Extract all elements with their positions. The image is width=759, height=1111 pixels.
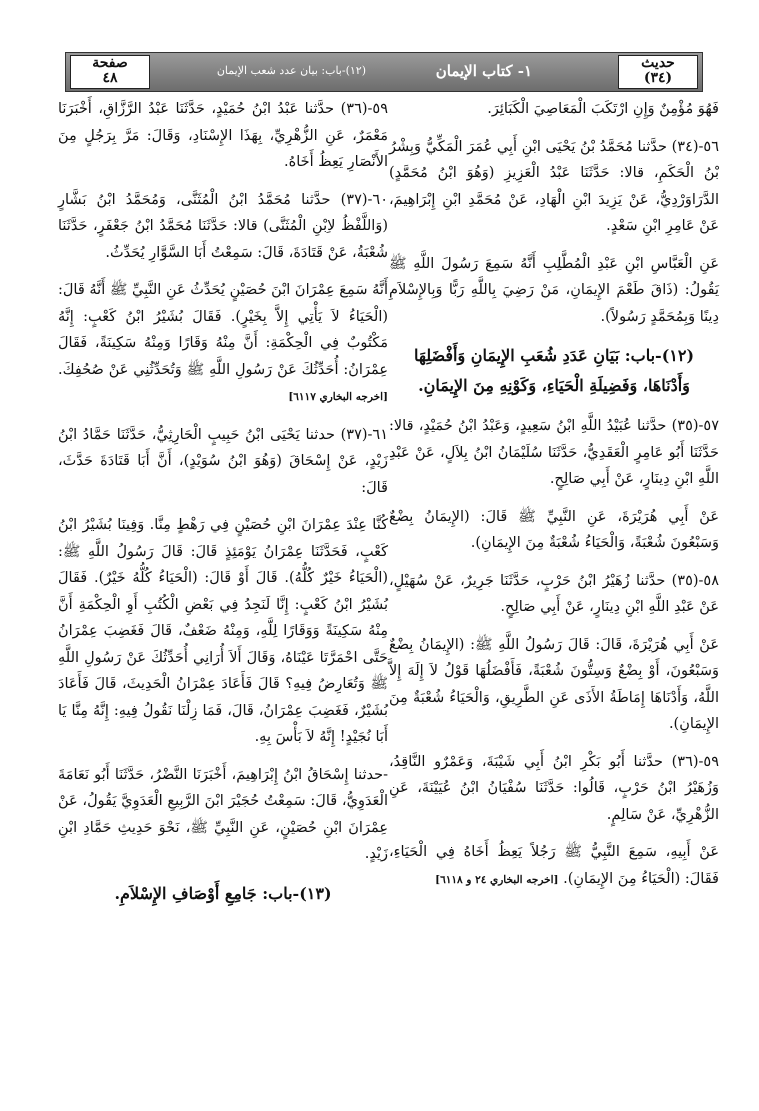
left-column (58, 96, 388, 921)
right-column (389, 96, 719, 897)
text-paragraph: فَهُوَ مُؤْمِنٌ وَإِنِ ارْتَكَبَ الْمَعَاصِيَ الْكَبَائِرَ. (487, 101, 719, 117)
hadith-chain: ٦٠-(٣٧) حدَّثنا مُحَمَّدُ ابْنُ الْمُثَنَّى، وَمُحَمَّدُ ابْنُ بَشَّارٍ (وَاللَّفْظُ لاِبْنِ الْمُثَنَّى) قالا: حَدَّثَنَا مُحَمَّدُ ابْنُ جَعْفَرٍ، حَدَّثَنَا شُعْبَةُ، عَنْ قَتَادَةَ، قَالَ: سَمِعْتُ أَبَا السَّوَّارِ يُحَدِّثُ. (58, 191, 388, 261)
bukhari-reference: [اخرجه البخاري ٦١١٧] (288, 391, 388, 403)
book-title: ١- كتاب الإيمان (435, 62, 532, 80)
page-number-box (70, 55, 150, 89)
hadith-chain: ٥٦-(٣٤) حدَّثنا مُحَمَّدُ بْنُ يَحْيَى ابْنِ أَبِي عُمَرَ الْمَكِّيُّ وَبِشْرُ بْنُ الْحَكَمِ، قالا: حَدَّثَنَا عَبْدُ الْعَزِيزِ (وَهُوَ ابْنُ مُحَمَّدٍ) الدَّرَاوَرْدِيُّ، عَنْ يَزِيدَ ابْنِ الْهَادِ، عَنْ مُحَمَّدِ ابْنِ إِبْرَاهِيمَ، عَنْ عَامِرِ ابْنِ سَعْدٍ. (389, 138, 719, 234)
hadith-chain: ٥٨-(٣٥) حدَّثنا زُهَيْرُ ابْنُ حَرْبٍ، حَدَّثَنَا جَرِيرٌ، عَنْ سُهَيْلٍ، عَنْ عَبْدِ اللَّهِ ابْنِ دِينَارٍ، عَنْ أَبِي صَالِحٍ. (389, 572, 719, 615)
hadith-chain: ٥٧-(٣٥) حدَّثنا عُبَيْدُ اللَّهِ ابْنُ سَعِيدٍ، وَعَبْدُ ابْنُ حُمَيْدٍ، قالا: حَدَّثَنَا أَبُو عَامِرٍ الْعَقَدِيُّ، حَدَّثَنَا سُلَيْمَانُ ابْنُ بِلاَلٍ، عَنْ عَبْدِ اللَّهِ ابْنِ دِينَارٍ، عَنْ أَبِي صَالِحٍ. (389, 418, 719, 487)
hadith-text (58, 277, 388, 411)
hadith-label: حديث (641, 55, 675, 71)
hadith-chain: ٦١-(٣٧) حدثنا يَحْيَى ابْنُ حَبِيبٍ الْحَارِثِيُّ، حَدَّثَنَا حَمَّادُ ابْنُ زَيْدٍ، عَنْ إِسْحَاقَ (وَهُوَ ابْنُ سُوَيْدٍ)، أَنَّ أَبَا قَتَادَةَ حَدَّثَ، قَالَ: (58, 426, 388, 496)
hadith-text: عَنْ أَبِي هُرَيْرَةَ، قَالَ: قَالَ رَسُولُ اللَّهِ ﷺ: (الإِيمَانُ بِضْعٌ وَسَبْعُونَ، أَوْ بِضْعٌ وَسِتُّونَ شُعْبَةً، فَأَفْضَلُهَا قَوْلُ لاَ إِلَهَ إِلاَّ اللَّهُ، وَأَدْنَاهَا إِمَاطَةُ الأَذَى عَنِ الطَّرِيقِ، وَالْحَيَاءُ شُعْبَةٌ مِنَ الإِيمَانِ). (389, 636, 719, 732)
page-label: صفحة (92, 55, 128, 71)
page-number: ٤٨ (102, 70, 118, 86)
hadith-body: عَنْ أَبِيهِ، سَمِعَ النَّبِيُّ ﷺ رَجُلاً يَعِظُ أَخَاهُ فِي الْحَيَاءِ، فَقَالَ: (الْحَيَاءُ مِنَ الإِيمَانِ). (389, 844, 719, 887)
hadith-body: أَنَّهُ سَمِعَ عِمْرَانَ ابْنَ حُصَيْنٍ يُحَدِّثُ عَنِ النَّبِيِّ ﷺ أَنَّهُ قَالَ: (الْحَيَاءُ لاَ يَأْتِي إِلاَّ بِخَيْرٍ). فَقَالَ بُشَيْرُ ابْنُ كَعْبٍ: إِنَّهُ مَكْتُوبٌ فِي الْحِكْمَةِ: أَنَّ مِنْهُ وَقَارًا وَمِنْهُ سَكِينَةً، فَقَالَ عِمْرَانُ: أُحَدِّثُكَ عَنْ رَسُولِ اللَّهِ ﷺ وَتُحَدِّثُنِي عَنْ صُحُفِكَ. (58, 282, 388, 378)
hadith-text: عَنِ الْعَبَّاسِ ابْنِ عَبْدِ الْمُطَّلِبِ أَنَّهُ سَمِعَ رَسُولَ اللَّهِ ﷺ يَقُولُ: (ذَاقَ طَعْمَ الإِيمَانِ، مَنْ رَضِيَ بِاللَّهِ رَبًّا وَبِالإِسْلاَمِ دِينًا وَبِمُحَمَّدٍ رَسُولاً). (389, 255, 719, 325)
hadith-text (389, 839, 719, 893)
chapter-title: (١٢)-باب: بيان عدد شعب الإيمان (216, 64, 366, 77)
hadith-chain: -حدثنا إِسْحَاقُ ابْنُ إِبْرَاهِيمَ، أَخْبَرَنَا النَّضْرُ، حَدَّثَنَا أَبُو نَعَامَةَ الْعَدَوِيُّ، قَالَ: سَمِعْتُ حُجَيْرَ ابْنَ الرَّبِيعِ الْعَدَوِيَّ يَقُولُ، عَنْ عِمْرَانَ ابْنِ حُصَيْنٍ، عَنِ النَّبِيِّ ﷺ، نَحْوَ حَدِيثِ حَمَّادِ ابْنِ زَيْدٍ. (58, 766, 388, 862)
chapter-heading: (١٣)-باب: جَامِعِ أَوْصَافِ الإِسْلاَمِ. (114, 883, 332, 903)
hadith-number: (٣٤) (643, 70, 673, 86)
hadith-chain: ٥٩-(٣٦) حدَّثنا أَبُو بَكْرِ ابْنُ أَبِي شَيْبَةَ، وَعَمْرٌو النَّاقِدُ، وَزُهَيْرُ ابْنُ حَرْبٍ، قَالُوا: حَدَّثَنَا سُفْيَانُ ابْنُ عُيَيْنَةَ، عَنِ الزُّهْرِيِّ، عَنْ سَالِمٍ. (389, 753, 719, 823)
hadith-chain: ٥٩-(٣٦) حدَّثنا عَبْدُ ابْنُ حُمَيْدٍ، حَدَّثَنَا عَبْدُ الرَّزَّاقِ، أَخْبَرَنَا مَعْمَرٌ، عَنِ الزُّهْرِيِّ، بِهَذَا الإِسْنَادِ، وَقَالَ: مَرَّ بِرَجُلٍ مِنَ الأَنْصَارِ يَعِظُ أَخَاهُ. (58, 101, 388, 170)
hadith-text: عَنْ أَبِي هُرَيْرَةَ، عَنِ النَّبِيِّ ﷺ قَالَ: (الإِيمَانُ بِضْعٌ وَسَبْعُونَ شُعْبَةً، وَالْحَيَاءُ شُعْبَةٌ مِنَ الإِيمَانِ). (389, 508, 719, 551)
bukhari-reference: [اخرجه البخاري ٢٤ و ٦١١٨] (435, 873, 559, 886)
hadith-text: كُنَّا عِنْدَ عِمْرَانَ ابْنِ حُصَيْنٍ فِي رَهْطٍ مِنَّا. وَفِينَا بُشَيْرُ ابْنُ كَعْبٍ، فَحَدَّثَنَا عِمْرَانُ يَوْمَئِذٍ قَالَ: قَالَ رَسُولُ اللَّهِ ﷺ: (الْحَيَاءُ خَيْرٌ كُلُّهُ). قَالَ أَوْ قَالَ: (الْحَيَاءُ كُلُّهُ خَيْرٌ). فَقَالَ بُشَيْرُ ابْنُ كَعْبٍ: إِنَّا لَنَجِدُ فِي بَعْضِ الْكُتُبِ أَوِ الْحِكْمَةِ أَنَّ مِنْهُ سَكِينَةً وَوَقَارًا لِلَّهِ، وَمِنْهُ ضَعْفٌ، قَالَ فَغَضِبَ عِمْرَانُ حَتَّى احْمَرَّتَا عَيْنَاهُ، وَقَالَ أَلاَ أُرَانِي أُحَدِّثُكَ عَنْ رَسُولِ اللَّهِ ﷺ وَتُعَارِضُ فِيهِ؟ قَالَ فَأَعَادَ عِمْرَانُ الْحَدِيثَ، قَالَ فَأَعَادَ بُشَيْرٌ، فَغَضِبَ عِمْرَانُ، قَالَ، فَمَا زِلْنَا نَقُولُ فِيهِ: إِنَّهُ مِنَّا يَا أَبَا نُجَيْدٍ! إِنَّهُ لاَ بَأْسَ بِهِ. (58, 517, 388, 745)
hadith-number-box (618, 55, 698, 89)
page-header (65, 52, 703, 92)
chapter-heading: (١٢)-باب: بَيَانِ عَدَدِ شُعَبِ الإِيمَانِ وَأَفْضَلِهَا وَأَدْنَاهَا، وَفَضِيلَةِ الْحَيَاءِ، وَكَوْنِهِ مِنَ الإِيمَانِ. (413, 346, 695, 395)
